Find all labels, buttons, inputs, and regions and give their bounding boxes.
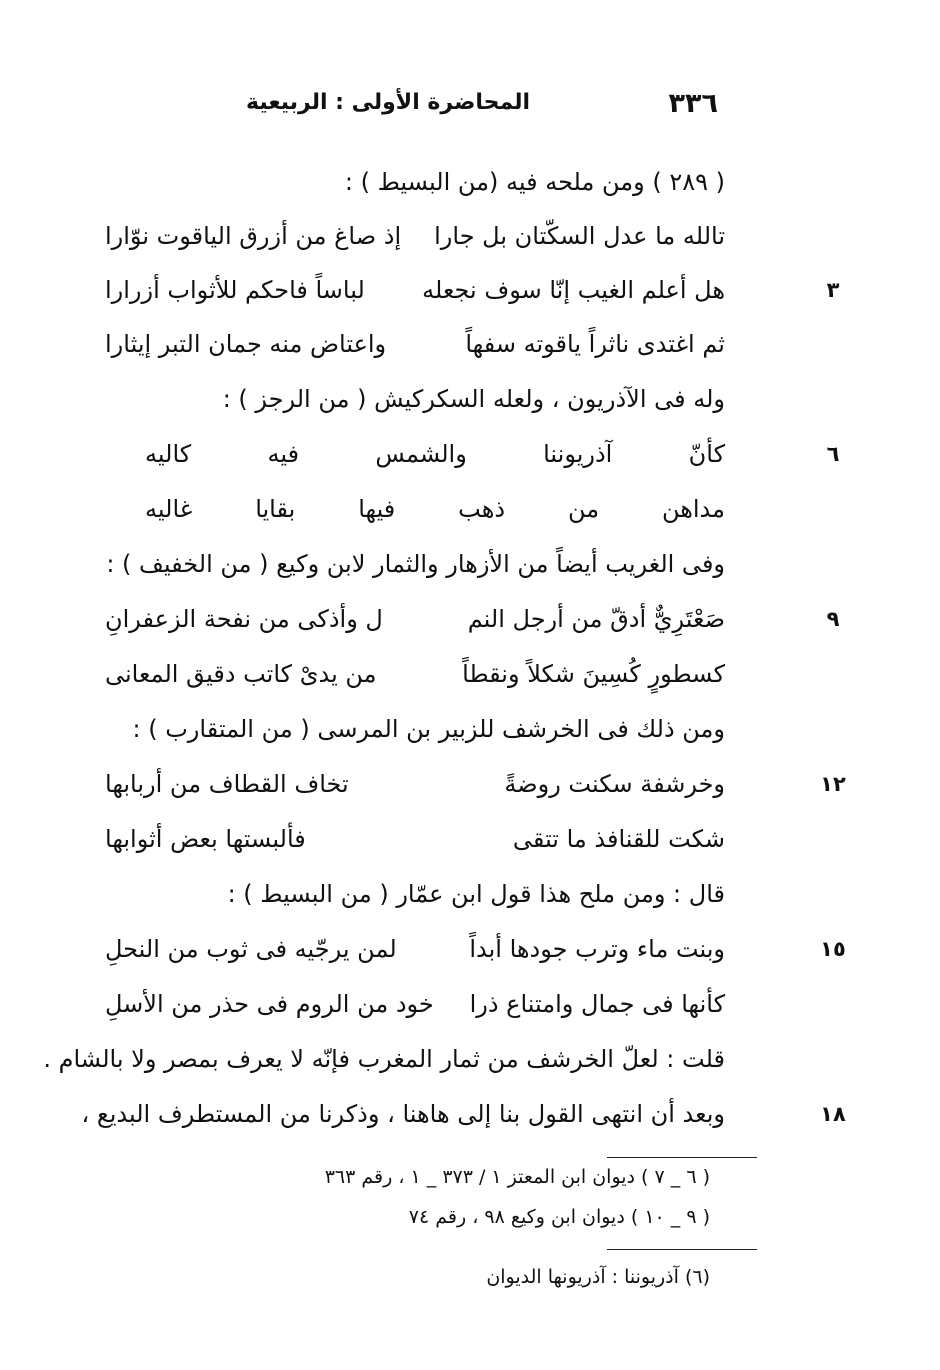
verse-words — [145, 430, 725, 478]
first-hemistich: تالله ما عدل السكّتان بل جارا — [434, 222, 725, 250]
verse-line — [105, 212, 725, 260]
line-number: ١٥ — [820, 937, 846, 961]
footnote-source: ( ٩ _ ١٠ ) ديوان ابن وكيع ٩٨ ، رقم ٧٤ — [408, 1206, 710, 1228]
verse-line — [105, 650, 725, 698]
prose-text: وبعد أن انتهى القول بنا إلى هاهنا ، وذكرنا من المستطرف البديع ، — [81, 1100, 725, 1128]
first-hemistich: وخرشفة سكنت روضةً — [504, 770, 725, 798]
verse-line — [105, 430, 840, 478]
second-hemistich: لمن يرجّيه فى ثوب من النحلِ — [105, 935, 397, 963]
footnote-variant: (٦) آذريوننا : آذريونها الديوان — [486, 1266, 710, 1288]
footnote-source: ( ٦ _ ٧ ) ديوان ابن المعتز ١ / ٣٧٣ _ ١ ، رقم ٣٦٣ — [324, 1166, 710, 1188]
verse-line — [105, 485, 725, 533]
line-number: ٦ — [826, 442, 840, 466]
page-number: ٣٣٦ — [668, 88, 718, 119]
verse-word: غاليه — [145, 495, 193, 523]
verse-line — [105, 760, 846, 808]
prose-text: وفى الغريب أيضاً من الأزهار والثمار لابن وكيع ( من الخفيف ) : — [106, 550, 725, 578]
line-number: ١٨ — [820, 1102, 846, 1126]
second-hemistich: ل وأذكى من نفحة الزعفرانِ — [105, 605, 383, 633]
prose-text: ( ٢٨٩ ) ومن ملحه فيه (من البسيط ) : — [344, 168, 725, 196]
line-number: ٩ — [826, 607, 840, 631]
prose-line — [81, 1090, 846, 1138]
prose-line — [105, 705, 725, 753]
first-hemistich: صَعْتَرِيٌّ أدقّ من أرجل النم — [467, 605, 725, 633]
verse-word: آذريوننا — [543, 440, 613, 468]
verse-word: والشمس — [375, 440, 467, 468]
prose-line — [105, 870, 725, 918]
verse-word: بقايا — [255, 495, 296, 523]
second-hemistich: فألبستها بعض أثوابها — [105, 825, 306, 853]
second-hemistich: خود من الروم فى حذر من الأسلِ — [105, 990, 434, 1018]
first-hemistich: كسطورٍ كُسِينَ شكلاً ونقطاً — [462, 660, 725, 688]
first-hemistich: وبنت ماء وترب جودها أبداً — [469, 935, 725, 963]
second-hemistich: تخاف القطاف من أربابها — [105, 770, 349, 798]
verse-words — [145, 485, 725, 533]
verse-word: كأنّ — [688, 440, 725, 468]
first-hemistich: هل أعلم الغيب إنّا سوف نجعله — [422, 276, 725, 304]
page-header — [246, 88, 730, 128]
verse-line — [105, 980, 725, 1028]
verse-word: كاليه — [145, 440, 192, 468]
prose-line — [43, 1035, 725, 1083]
verse-word: فيه — [267, 440, 300, 468]
second-hemistich: إذ صاغ من أزرق الياقوت نوّارا — [105, 222, 402, 250]
running-title: المحاضرة الأولى : الربيعية — [246, 90, 530, 115]
first-hemistich: شكت للقنافذ ما تتقى — [512, 825, 725, 853]
verse-line — [105, 320, 725, 368]
prose-text: قلت : لعلّ الخرشف من ثمار المغرب فإنّه لا يعرف بمصر ولا بالشام . — [43, 1045, 725, 1073]
verse-word: مداهن — [661, 495, 725, 523]
footnote-rule — [607, 1249, 757, 1250]
second-hemistich: واعتاض منه جمان التبر إيثارا — [105, 330, 387, 358]
prose-line — [105, 375, 725, 423]
prose-line — [105, 158, 725, 206]
verse-word: فيها — [358, 495, 396, 523]
first-hemistich: ثم اغتدى ناثراً ياقوته سفهاً — [465, 330, 725, 358]
second-hemistich: من يدىْ كاتب دقيق المعانى — [105, 660, 377, 688]
prose-text: ومن ذلك فى الخرشف للزبير بن المرسى ( من المتقارب ) : — [132, 715, 725, 743]
verse-word: من — [567, 495, 600, 523]
prose-line — [105, 540, 725, 588]
verse-word: ذهب — [458, 495, 506, 523]
prose-text: قال : ومن ملح هذا قول ابن عمّار ( من البسيط ) : — [227, 880, 725, 908]
first-hemistich: كأنها فى جمال وامتناع ذرا — [469, 990, 725, 1018]
second-hemistich: لباساً فاحكم للأثواب أزرارا — [105, 276, 365, 304]
line-number: ١٢ — [820, 772, 846, 796]
line-number: ٣ — [826, 278, 840, 302]
footnote-rule — [607, 1157, 757, 1158]
verse-line — [105, 925, 846, 973]
verse-line — [105, 815, 725, 863]
verse-line — [105, 595, 840, 643]
prose-text: وله فى الآذريون ، ولعله السكركيش ( من الرجز ) : — [222, 385, 725, 413]
verse-line — [105, 266, 840, 314]
